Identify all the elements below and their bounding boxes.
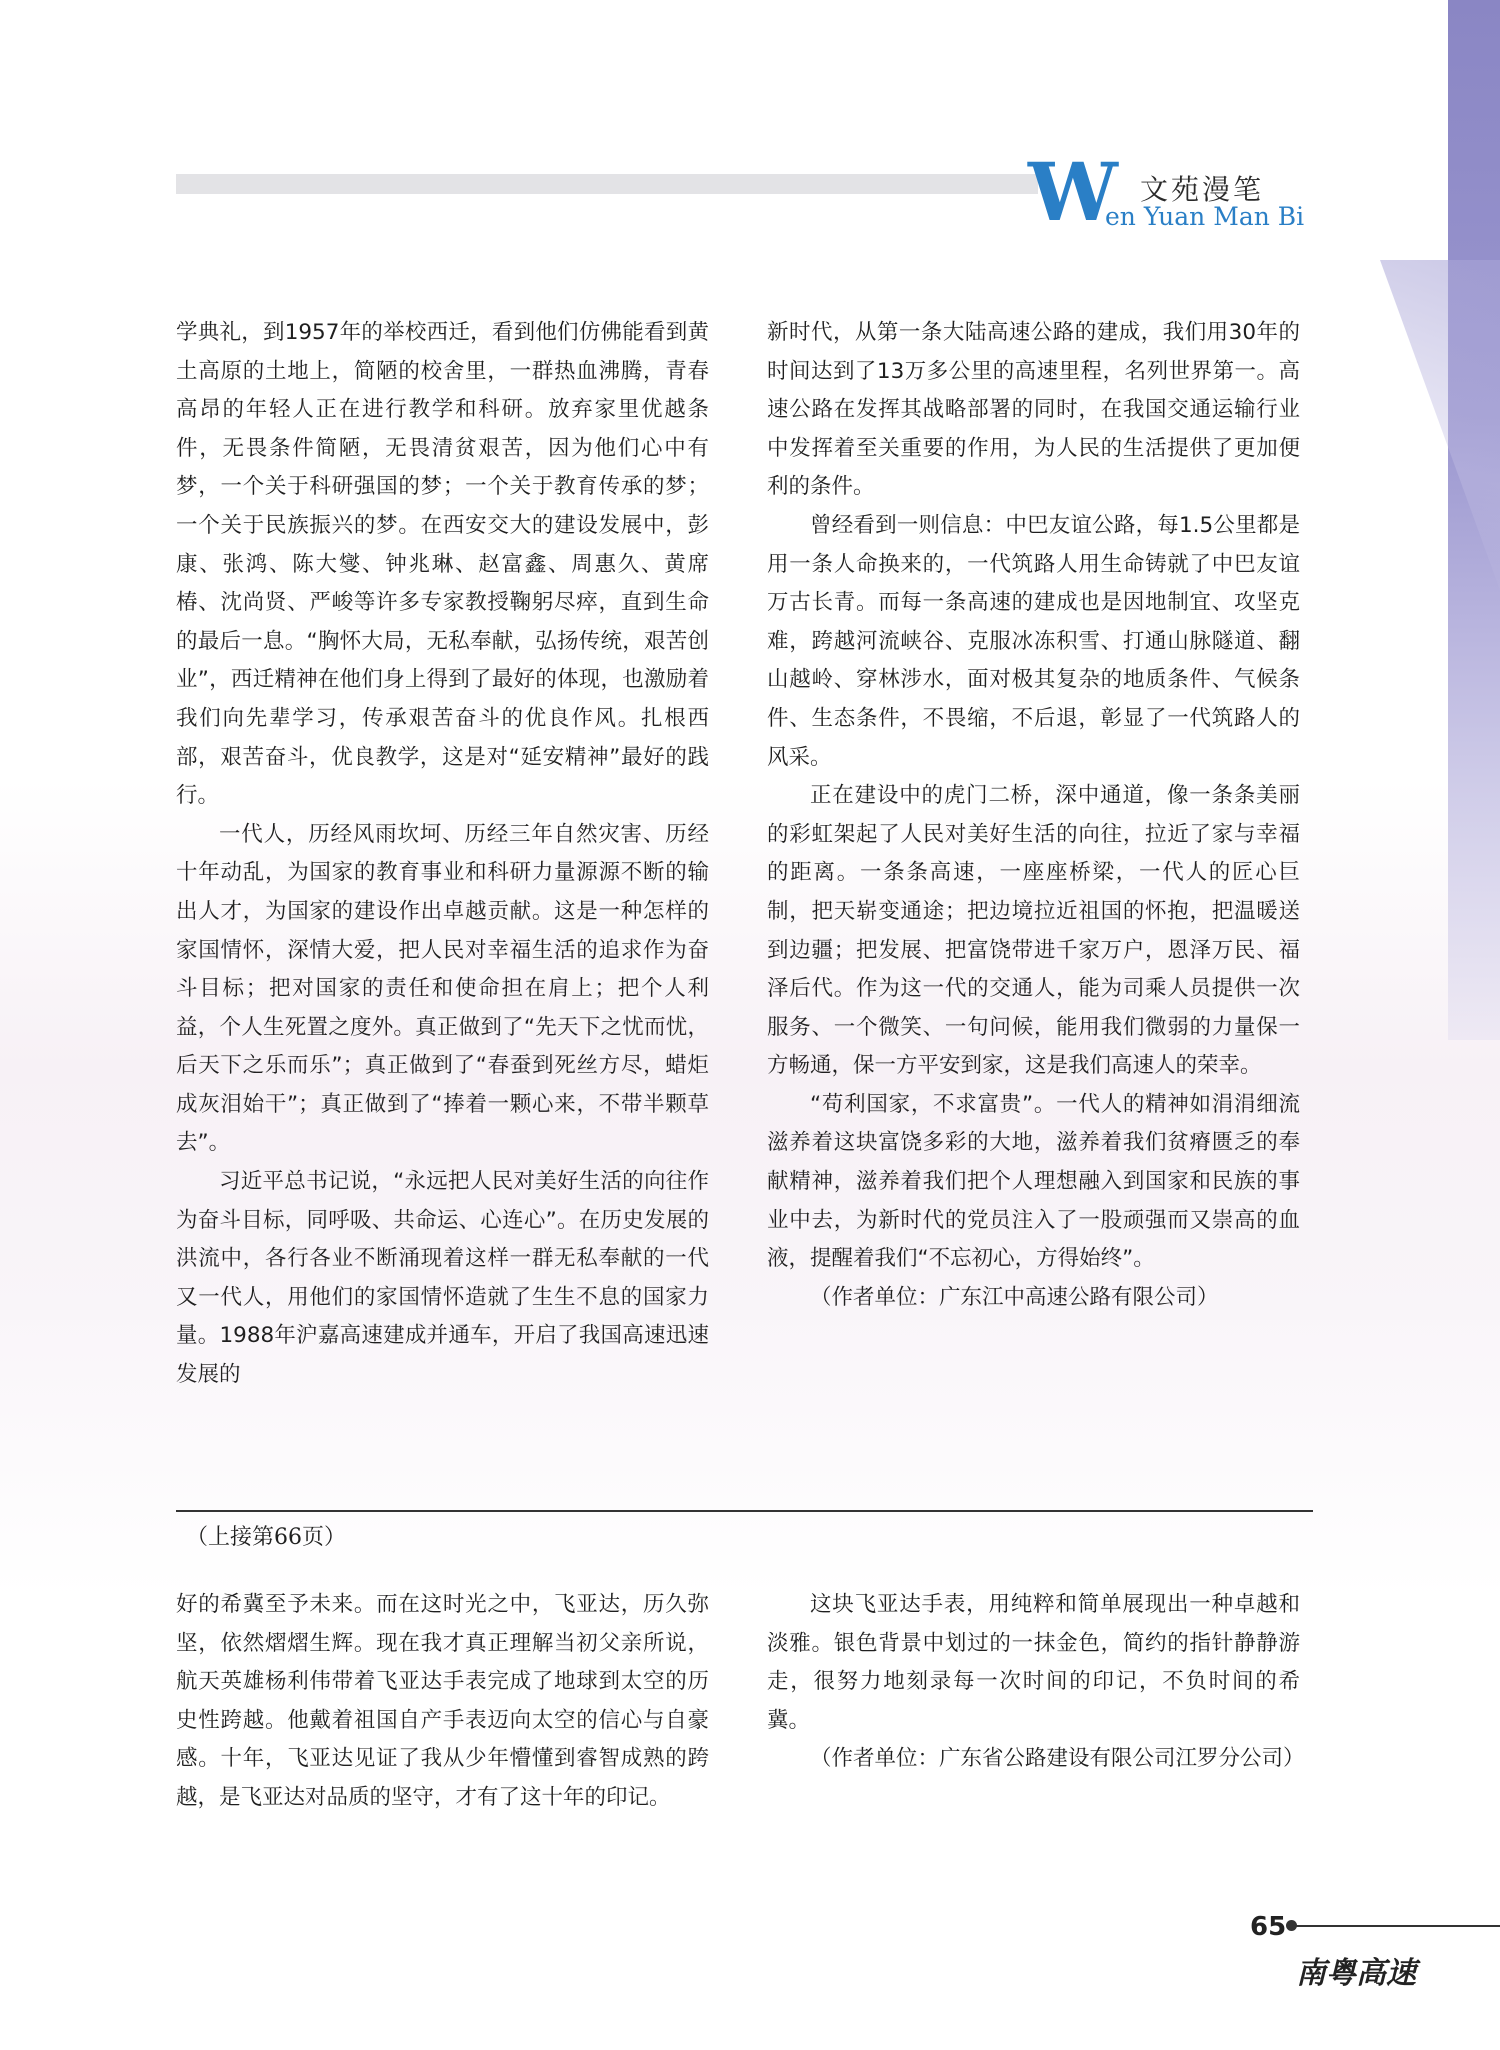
magazine-logo: 南粤高速 — [1296, 1956, 1416, 1991]
article-column-top-left — [176, 314, 709, 1395]
header-bar — [176, 174, 1038, 194]
paragraph: 这块飞亚达手表，用纯粹和简单展现出一种卓越和淡雅。银色背景中划过的一抹金色，简约的指针静静游走，很努力地刻录每一次时间的印记，不负时间的希冀。 — [767, 1592, 1300, 1733]
section-title-en: en Yuan Man Bi — [1105, 202, 1305, 231]
section-title-zh: 文苑漫笔 — [1140, 173, 1265, 206]
author-affiliation: （作者单位：广东省公路建设有限公司江罗分公司） — [810, 1746, 1305, 1772]
paragraph: 新时代，从第一条大陆高速公路的建成，我们用30年的时间达到了13万多公里的高速里程，名列世界第一。高速公路在发挥其战略部署的同时，在我国交通运输行业中发挥着至关重要的作用，为人民的生活提供了更加便利的条件。 — [767, 320, 1300, 500]
paragraph: 习近平总书记说，“永远把人民对美好生活的向往作为奋斗目标，同呼吸、共命运、心连心”。在历史发展的洪流中，各行各业不断涌现着这样一群无私奉献的一代又一代人，用他们的家国情怀造就了生生不息的国家力量。1988年沪嘉高速建成并通车，开启了我国高速迅速发展的 — [176, 1169, 709, 1388]
page-number-line — [1294, 1925, 1500, 1927]
article-column-bottom-left — [176, 1586, 709, 1818]
corner-decoration-diagonal — [1380, 260, 1500, 590]
continued-note: （上接第66页） — [186, 1525, 346, 1550]
paragraph: “苟利国家，不求富贵”。一代人的精神如涓涓细流滋养着这块富饶多彩的大地，滋养着我们贫瘠匮乏的奉献精神，滋养着我们把个人理想融入到国家和民族的事业中去，为新时代的党员注入了一股顽强而又崇高的血液，提醒着我们“不忘初心，方得始终”。 — [767, 1091, 1300, 1272]
page-number: 65 — [1250, 1912, 1287, 1942]
paragraph: 一代人，历经风雨坎坷、历经三年自然灾害、历经十年动乱，为国家的教育事业和科研力量源源不断的输出人才，为国家的建设作出卓越贡献。这是一种怎样的家国情怀，深情大爱，把人民对幸福生活的追求作为奋斗目标；把对国家的责任和使命担在肩上；把个人利益，个人生死置之度外。真正做到了“先天下之忧而忧，后天下之乐而乐”；真正做到了“春蚕到死丝方尽，蜡炬成灰泪始干”；真正做到了“捧着一颗心来，不带半颗草去”。 — [176, 821, 709, 1156]
article-column-top-right — [767, 314, 1300, 1317]
section-logo-letter: W — [1028, 145, 1118, 239]
author-affiliation: （作者单位：广东江中高速公路有限公司） — [810, 1284, 1219, 1310]
paragraph: 正在建设中的虎门二桥，深中通道，像一条条美丽的彩虹架起了人民对美好生活的向往，拉近了家与幸福的距离。一条条高速，一座座桥梁，一代人的匠心巨制，把天崭变通途；把边境拉近祖国的怀抱，把温暖送到边疆；把发展、把富饶带进千家万户，恩泽万民、福泽后代。作为这一代的交通人，能为司乘人员提供一次服务、一个微笑、一句问候，能用我们微弱的力量保一方畅通，保一方平安到家，这是我们高速人的荣幸。 — [767, 783, 1300, 1079]
paragraph: 学典礼，到1957年的举校西迁，看到他们仿佛能看到黄土高原的土地上，简陋的校舍里，一群热血沸腾，青春高昂的年轻人正在进行教学和科研。放弃家里优越条件，无畏条件简陋，无畏清贫艰苦，因为他们心中有梦，一个关于科研强国的梦；一个关于教育传承的梦；一个关于民族振兴的梦。在西安交大的建设发展中，彭康、张鸿、陈大燮、钟兆琳、赵富鑫、周惠久、黄席椿、沈尚贤、严峻等许多专家教授鞠躬尽瘁，直到生命的最后一息。“胸怀大局，无私奉献，弘扬传统，艰苦创业”，西迁精神在他们身上得到了最好的体现，也激励着我们向先辈学习，传承艰苦奋斗的优良作风。扎根西部，艰苦奋斗，优良教学，这是对“延安精神”最好的践行。 — [176, 320, 709, 809]
paragraph: 曾经看到一则信息：中巴友谊公路，每1.5公里都是用一条人命换来的，一代筑路人用生命铸就了中巴友谊万古长青。而每一条高速的建成也是因地制宜、攻坚克难，跨越河流峡谷、克服冰冻积雪、打通山脉隧道、翻山越岭、穿林涉水，面对极其复杂的地质条件、气候条件、生态条件，不畏缩，不后退，彰显了一代筑路人的风采。 — [767, 512, 1300, 770]
paragraph: 好的希冀至予未来。而在这时光之中，飞亚达，历久弥坚，依然熠熠生辉。现在我才真正理解当初父亲所说，航天英雄杨利伟带着飞亚达手表完成了地球到太空的历史性跨越。他戴着祖国自产手表迈向太空的信心与自豪感。十年，飞亚达见证了我从少年懵懂到睿智成熟的跨越，是飞亚达对品质的坚守，才有了这十年的印记。 — [176, 1592, 709, 1810]
section-divider — [176, 1510, 1313, 1512]
article-column-bottom-right — [767, 1586, 1305, 1779]
